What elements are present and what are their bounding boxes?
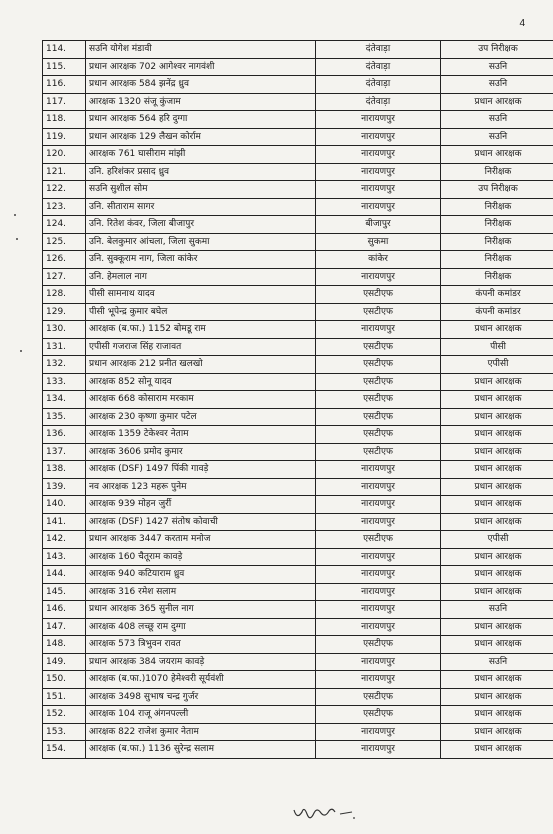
row-number: 125. [43, 233, 86, 251]
row-number: 118. [43, 111, 86, 129]
table-row [43, 618, 553, 636]
new-rank: निरीक्षक [441, 233, 553, 251]
personnel-name: आरक्षक 3606 प्रमोद कुमार [86, 443, 316, 461]
row-number: 129. [43, 303, 86, 321]
row-number: 114. [43, 41, 86, 59]
row-number: 151. [43, 688, 86, 706]
row-number: 150. [43, 671, 86, 689]
row-number: 116. [43, 76, 86, 94]
row-number: 154. [43, 741, 86, 759]
new-rank: एपीसी [441, 531, 553, 549]
table-row [43, 548, 553, 566]
personnel-name: आरक्षक 668 कोसाराम मरकाम [86, 391, 316, 409]
personnel-name: एपीसी गजराज सिंह राजावत [86, 338, 316, 356]
table-row [43, 321, 553, 339]
handwritten-signature [290, 800, 360, 824]
new-rank: प्रधान आरक्षक [441, 548, 553, 566]
new-rank: उप निरीक्षक [441, 181, 553, 199]
personnel-name: प्रधान आरक्षक 365 सुनील नाग [86, 601, 316, 619]
table-row [43, 163, 553, 181]
new-rank: एपीसी [441, 356, 553, 374]
table-row [43, 286, 553, 304]
new-rank: प्रधान आरक्षक [441, 583, 553, 601]
posting-place: नारायणपुर [316, 513, 441, 531]
table-row [43, 741, 553, 759]
posting-place: नारायणपुर [316, 146, 441, 164]
personnel-name: आरक्षक (DSF) 1497 पिंकी गावड़े [86, 461, 316, 479]
personnel-name: उनि. हरिशंकर प्रसाद ध्रुव [86, 163, 316, 181]
table-row [43, 426, 553, 444]
personnel-name: पीसी सामनाथ यादव [86, 286, 316, 304]
table-row [43, 478, 553, 496]
personnel-name: प्रधान आरक्षक 3447 करताम मनोज [86, 531, 316, 549]
posting-place: एसटीएफ [316, 356, 441, 374]
row-number: 122. [43, 181, 86, 199]
row-number: 148. [43, 636, 86, 654]
personnel-name: आरक्षक (ब.फा.) 1136 सुरेन्द्र सलाम [86, 741, 316, 759]
personnel-name: आरक्षक (DSF) 1427 संतोष कोवाची [86, 513, 316, 531]
row-number: 115. [43, 58, 86, 76]
posting-place: एसटीएफ [316, 706, 441, 724]
page-number: 4 [519, 18, 525, 29]
table-row [43, 58, 553, 76]
posting-place: सुकमा [316, 233, 441, 251]
posting-place: एसटीएफ [316, 443, 441, 461]
new-rank: निरीक्षक [441, 163, 553, 181]
posting-place: एसटीएफ [316, 688, 441, 706]
personnel-name: आरक्षक 408 लच्छू राम दुग्गा [86, 618, 316, 636]
table-row [43, 688, 553, 706]
personnel-name: उनि. सुक्कूराम नाग, जिला कांकेर [86, 251, 316, 269]
new-rank: प्रधान आरक्षक [441, 636, 553, 654]
posting-place: नारायणपुर [316, 198, 441, 216]
new-rank: प्रधान आरक्षक [441, 513, 553, 531]
posting-place: नारायणपुर [316, 548, 441, 566]
row-number: 124. [43, 216, 86, 234]
table-row [43, 531, 553, 549]
table-row [43, 181, 553, 199]
table-row [43, 496, 553, 514]
row-number: 128. [43, 286, 86, 304]
row-number: 126. [43, 251, 86, 269]
new-rank: प्रधान आरक्षक [441, 566, 553, 584]
personnel-name: उनि. बेलकुमार आंचला, जिला सुकमा [86, 233, 316, 251]
row-number: 131. [43, 338, 86, 356]
row-number: 119. [43, 128, 86, 146]
table-row [43, 111, 553, 129]
row-number: 152. [43, 706, 86, 724]
personnel-table-body [43, 41, 553, 759]
new-rank: प्रधान आरक्षक [441, 618, 553, 636]
personnel-name: उनि. रितेश कंवर, जिला बीजापुर [86, 216, 316, 234]
posting-place: बीजापुर [316, 216, 441, 234]
margin-dot [16, 238, 18, 240]
row-number: 141. [43, 513, 86, 531]
posting-place: नारायणपुर [316, 741, 441, 759]
table-row [43, 198, 553, 216]
row-number: 123. [43, 198, 86, 216]
personnel-name: आरक्षक 822 राजेश कुमार नेताम [86, 723, 316, 741]
personnel-name: आरक्षक 939 मोहन जुर्री [86, 496, 316, 514]
row-number: 137. [43, 443, 86, 461]
new-rank: सउनि [441, 111, 553, 129]
posting-place: नारायणपुर [316, 128, 441, 146]
personnel-name: आरक्षक (ब.फा.) 1152 बोमडू राम [86, 321, 316, 339]
new-rank: प्रधान आरक्षक [441, 741, 553, 759]
row-number: 121. [43, 163, 86, 181]
posting-place: दंतेवाड़ा [316, 93, 441, 111]
posting-place: कांकेर [316, 251, 441, 269]
posting-place: नारायणपुर [316, 723, 441, 741]
row-number: 120. [43, 146, 86, 164]
personnel-name: आरक्षक 940 कटियाराम ध्रुव [86, 566, 316, 584]
table-row [43, 706, 553, 724]
table-row [43, 93, 553, 111]
personnel-name: आरक्षक 573 त्रिभुवन रावत [86, 636, 316, 654]
personnel-name: आरक्षक 104 राजू अंगनपल्ली [86, 706, 316, 724]
table-row [43, 513, 553, 531]
table-row [43, 671, 553, 689]
posting-place: एसटीएफ [316, 391, 441, 409]
posting-place: नारायणपुर [316, 181, 441, 199]
table-row [43, 233, 553, 251]
personnel-name: सउनि योगेश मंडावी [86, 41, 316, 59]
new-rank: सउनि [441, 601, 553, 619]
row-number: 134. [43, 391, 86, 409]
posting-place: एसटीएफ [316, 426, 441, 444]
personnel-table [42, 40, 553, 759]
table-row [43, 303, 553, 321]
personnel-name: आरक्षक 160 चैतूराम कावड़े [86, 548, 316, 566]
margin-dot [14, 214, 16, 216]
new-rank: सउनि [441, 76, 553, 94]
table-row [43, 146, 553, 164]
new-rank: प्रधान आरक्षक [441, 426, 553, 444]
new-rank: सउनि [441, 58, 553, 76]
new-rank: प्रधान आरक्षक [441, 443, 553, 461]
personnel-name: आरक्षक 1320 संजू कुंजाम [86, 93, 316, 111]
posting-place: नारायणपुर [316, 321, 441, 339]
personnel-name: प्रधान आरक्षक 384 जयराम कावड़े [86, 653, 316, 671]
posting-place: दंतेवाड़ा [316, 41, 441, 59]
row-number: 143. [43, 548, 86, 566]
row-number: 153. [43, 723, 86, 741]
personnel-name: नव आरक्षक 123 महरू पुनेम [86, 478, 316, 496]
personnel-name: पीसी भूपेन्द्र कुमार बघेल [86, 303, 316, 321]
table-row [43, 443, 553, 461]
table-row [43, 566, 553, 584]
personnel-name: आरक्षक (ब.फा.)1070 हेमेश्वरी सूर्यवंशी [86, 671, 316, 689]
new-rank: प्रधान आरक्षक [441, 671, 553, 689]
table-row [43, 268, 553, 286]
table-row [43, 636, 553, 654]
new-rank: निरीक्षक [441, 198, 553, 216]
new-rank: प्रधान आरक्षक [441, 373, 553, 391]
personnel-name: आरक्षक 852 सोनू यादव [86, 373, 316, 391]
personnel-name: प्रधान आरक्षक 702 आगेश्वर नागवंशी [86, 58, 316, 76]
table-row [43, 601, 553, 619]
new-rank: निरीक्षक [441, 251, 553, 269]
table-row [43, 408, 553, 426]
personnel-name: आरक्षक 1359 टेकेश्वर नेताम [86, 426, 316, 444]
row-number: 144. [43, 566, 86, 584]
table-row [43, 76, 553, 94]
posting-place: एसटीएफ [316, 408, 441, 426]
row-number: 145. [43, 583, 86, 601]
new-rank: प्रधान आरक्षक [441, 146, 553, 164]
new-rank: पीसी [441, 338, 553, 356]
posting-place: नारायणपुर [316, 496, 441, 514]
posting-place: एसटीएफ [316, 303, 441, 321]
row-number: 130. [43, 321, 86, 339]
table-row [43, 583, 553, 601]
posting-place: नारायणपुर [316, 618, 441, 636]
posting-place: नारायणपुर [316, 461, 441, 479]
posting-place: एसटीएफ [316, 286, 441, 304]
new-rank: उप निरीक्षक [441, 41, 553, 59]
new-rank: प्रधान आरक्षक [441, 496, 553, 514]
table-row [43, 461, 553, 479]
new-rank: प्रधान आरक्षक [441, 93, 553, 111]
new-rank: प्रधान आरक्षक [441, 723, 553, 741]
personnel-name: प्रधान आरक्षक 584 झनेंद्र ध्रुव [86, 76, 316, 94]
posting-place: दंतेवाड़ा [316, 58, 441, 76]
personnel-name: उनि. सीताराम सागर [86, 198, 316, 216]
posting-place: एसटीएफ [316, 636, 441, 654]
personnel-name: आरक्षक 316 रमेश सलाम [86, 583, 316, 601]
row-number: 146. [43, 601, 86, 619]
new-rank: सउनि [441, 653, 553, 671]
posting-place: एसटीएफ [316, 373, 441, 391]
row-number: 149. [43, 653, 86, 671]
new-rank: प्रधान आरक्षक [441, 706, 553, 724]
personnel-name: आरक्षक 230 कृष्णा कुमार पटेल [86, 408, 316, 426]
personnel-name: उनि. हेमलाल नाग [86, 268, 316, 286]
posting-place: नारायणपुर [316, 163, 441, 181]
row-number: 140. [43, 496, 86, 514]
margin-dot [20, 350, 22, 352]
personnel-name: प्रधान आरक्षक 212 प्रनीत खलखो [86, 356, 316, 374]
row-number: 138. [43, 461, 86, 479]
new-rank: सउनि [441, 128, 553, 146]
posting-place: नारायणपुर [316, 111, 441, 129]
table-row [43, 216, 553, 234]
new-rank: प्रधान आरक्षक [441, 408, 553, 426]
new-rank: निरीक्षक [441, 268, 553, 286]
posting-place: नारायणपुर [316, 601, 441, 619]
personnel-name: आरक्षक 761 घासीराम मांझी [86, 146, 316, 164]
row-number: 142. [43, 531, 86, 549]
personnel-name: सउनि सुशील सोम [86, 181, 316, 199]
table-row [43, 723, 553, 741]
new-rank: कंपनी कमांडर [441, 286, 553, 304]
new-rank: प्रधान आरक्षक [441, 391, 553, 409]
posting-place: दंतेवाड़ा [316, 76, 441, 94]
personnel-name: प्रधान आरक्षक 129 लैखन कोर्राम [86, 128, 316, 146]
table-row [43, 128, 553, 146]
table-row [43, 391, 553, 409]
row-number: 139. [43, 478, 86, 496]
row-number: 147. [43, 618, 86, 636]
row-number: 117. [43, 93, 86, 111]
new-rank: प्रधान आरक्षक [441, 688, 553, 706]
new-rank: प्रधान आरक्षक [441, 461, 553, 479]
table-row [43, 41, 553, 59]
personnel-name: प्रधान आरक्षक 564 हरि दुग्गा [86, 111, 316, 129]
posting-place: नारायणपुर [316, 478, 441, 496]
table-row [43, 373, 553, 391]
row-number: 133. [43, 373, 86, 391]
table-row [43, 356, 553, 374]
posting-place: नारायणपुर [316, 583, 441, 601]
posting-place: नारायणपुर [316, 653, 441, 671]
new-rank: कंपनी कमांडर [441, 303, 553, 321]
table-row [43, 653, 553, 671]
posting-place: नारायणपुर [316, 566, 441, 584]
posting-place: एसटीएफ [316, 338, 441, 356]
row-number: 135. [43, 408, 86, 426]
row-number: 127. [43, 268, 86, 286]
personnel-name: आरक्षक 3498 सुभाष चन्द्र गुर्जर [86, 688, 316, 706]
new-rank: प्रधान आरक्षक [441, 478, 553, 496]
table-row [43, 251, 553, 269]
row-number: 136. [43, 426, 86, 444]
table-row [43, 338, 553, 356]
new-rank: निरीक्षक [441, 216, 553, 234]
posting-place: नारायणपुर [316, 671, 441, 689]
new-rank: प्रधान आरक्षक [441, 321, 553, 339]
posting-place: नारायणपुर [316, 268, 441, 286]
row-number: 132. [43, 356, 86, 374]
posting-place: एसटीएफ [316, 531, 441, 549]
